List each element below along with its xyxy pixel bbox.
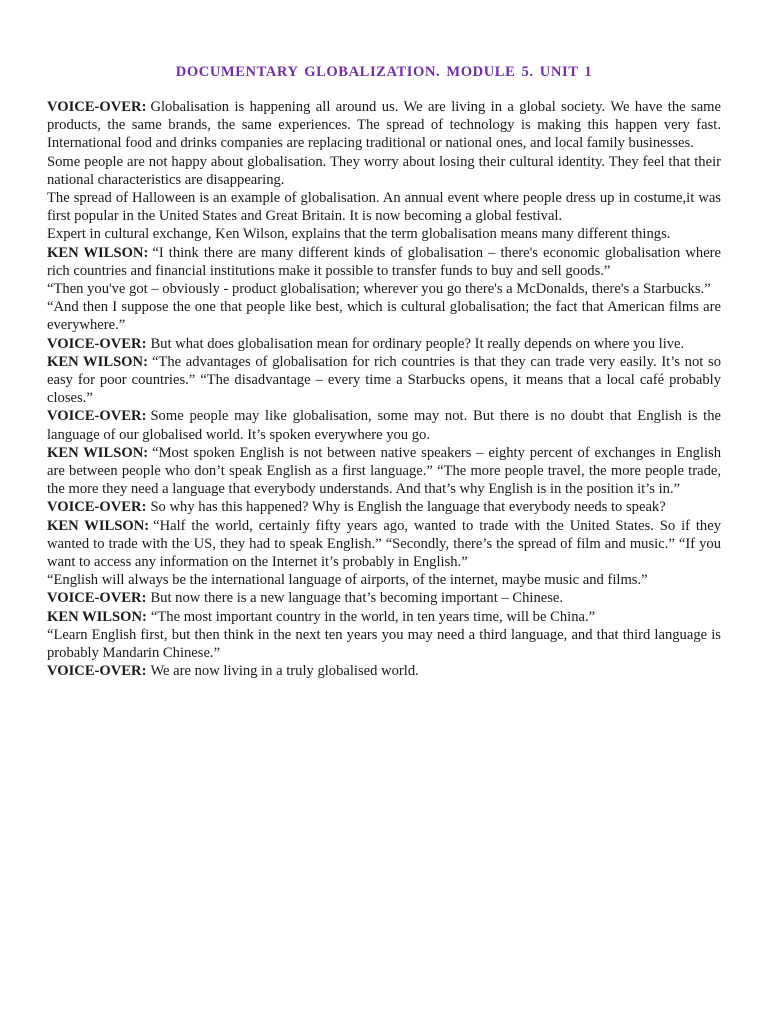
speaker-label: KEN WILSON: (47, 244, 149, 261)
paragraph-text: “Then you've got – obviously - product globalisation; wherever you go there's a McDonalds, there's a Starbucks.” (47, 281, 711, 298)
transcript-paragraph (47, 280, 721, 298)
transcript-paragraph (47, 608, 721, 626)
transcript-paragraph (47, 335, 721, 353)
transcript (47, 98, 721, 681)
paragraph-text: “Most spoken English is not between native speakers – eighty percent of exchanges in English are between people who don’t speak English as a first language.” “The more people travel, the more people trade, the more they need a language that everybody understands. And that’s why English is in the position it’s in.” (47, 444, 721, 498)
transcript-paragraph (47, 626, 721, 662)
transcript-paragraph (47, 662, 721, 680)
paragraph-text: Some people are not happy about globalisation. They worry about losing their cultural identity. They feel that their national characteristics are disappearing. (47, 153, 721, 188)
transcript-paragraph (47, 353, 721, 408)
paragraph-text: The spread of Halloween is an example of globalisation. An annual event where people dress up in costume,it was first popular in the United States and Great Britain. It is now becoming a global festival. (47, 190, 721, 225)
speaker-label: KEN WILSON: (47, 608, 147, 625)
paragraph-text: “And then I suppose the one that people like best, which is cultural globalisation; the fact that American films are everywhere.” (47, 299, 721, 334)
speaker-label: VOICE-OVER: (47, 663, 147, 680)
transcript-paragraph (47, 571, 721, 589)
transcript-paragraph (47, 407, 721, 443)
speaker-label: KEN WILSON: (47, 517, 150, 534)
speaker-label: VOICE-OVER: (47, 499, 147, 516)
speaker-label: VOICE-OVER: (47, 99, 147, 115)
speaker-label: KEN WILSON: (47, 444, 149, 461)
transcript-paragraph (47, 517, 721, 572)
transcript-paragraph (47, 444, 721, 499)
transcript-paragraph (47, 153, 721, 189)
paragraph-text: Globalisation is happening all around us. We are living in a global society. We have the same products, the same brands, the same experiences. The spread of technology is making this happen very fast. International food and drinks companies are replacing traditional or national ones, and local family businesses. (47, 99, 721, 152)
paragraph-text: “The most important country in the world, in ten years time, will be China.” (150, 608, 596, 625)
paragraph-text: Expert in cultural exchange, Ken Wilson, explains that the term globalisation means many different things. (47, 226, 671, 243)
transcript-paragraph (47, 189, 721, 225)
paragraph-text: “The advantages of globalisation for rich countries is that they can trade very easily. It’s not so easy for poor countries.” “The disadvantage – every time a Starbucks opens, it means that a local café probably closes.” (47, 353, 721, 407)
paragraph-text: “Half the world, certainly fifty years ago, wanted to trade with the United States. So if they wanted to trade with the US, they had to speak English.” “Secondly, there’s the spread of film and music.” “If you want to access any information on the Internet it’s probably in English.” (47, 517, 721, 571)
speaker-label: KEN WILSON: (47, 353, 148, 370)
transcript-paragraph (47, 244, 721, 280)
transcript-paragraph (47, 298, 721, 334)
paragraph-text: We are now living in a truly globalised world. (150, 663, 419, 680)
paragraph-text: So why has this happened? Why is English the language that everybody needs to speak? (150, 499, 666, 516)
transcript-paragraph (47, 498, 721, 516)
document-page (47, 0, 721, 681)
paragraph-text: “Learn English first, but then think in the next ten years you may need a third language, and that third language is probably Mandarin Chinese.” (47, 626, 721, 662)
document-title: DOCUMENTARY GLOBALIZATION. MODULE 5. UNIT 1 (175, 64, 593, 80)
speaker-label: VOICE-OVER: (47, 590, 147, 607)
speaker-label: VOICE-OVER: (47, 335, 147, 352)
paragraph-text: But what does globalisation mean for ordinary people? It really depends on where you live. (150, 335, 685, 352)
transcript-paragraph (47, 98, 721, 153)
transcript-paragraph (47, 225, 721, 243)
paragraph-text: “English will always be the international language of airports, of the internet, maybe music and films.” (47, 572, 648, 589)
paragraph-text: “I think there are many different kinds of globalisation – there's economic globalisation where rich countries and financial institutions make it possible to transfer funds to buy and sell goods.” (47, 244, 722, 279)
paragraph-text: Some people may like globalisation, some may not. But there is no doubt that English is the language of our globalised world. It’s spoken everywhere you go. (47, 408, 721, 443)
paragraph-text: But now there is a new language that’s becoming important – Chinese. (150, 590, 564, 607)
speaker-label: VOICE-OVER: (47, 408, 147, 425)
transcript-paragraph (47, 589, 721, 607)
